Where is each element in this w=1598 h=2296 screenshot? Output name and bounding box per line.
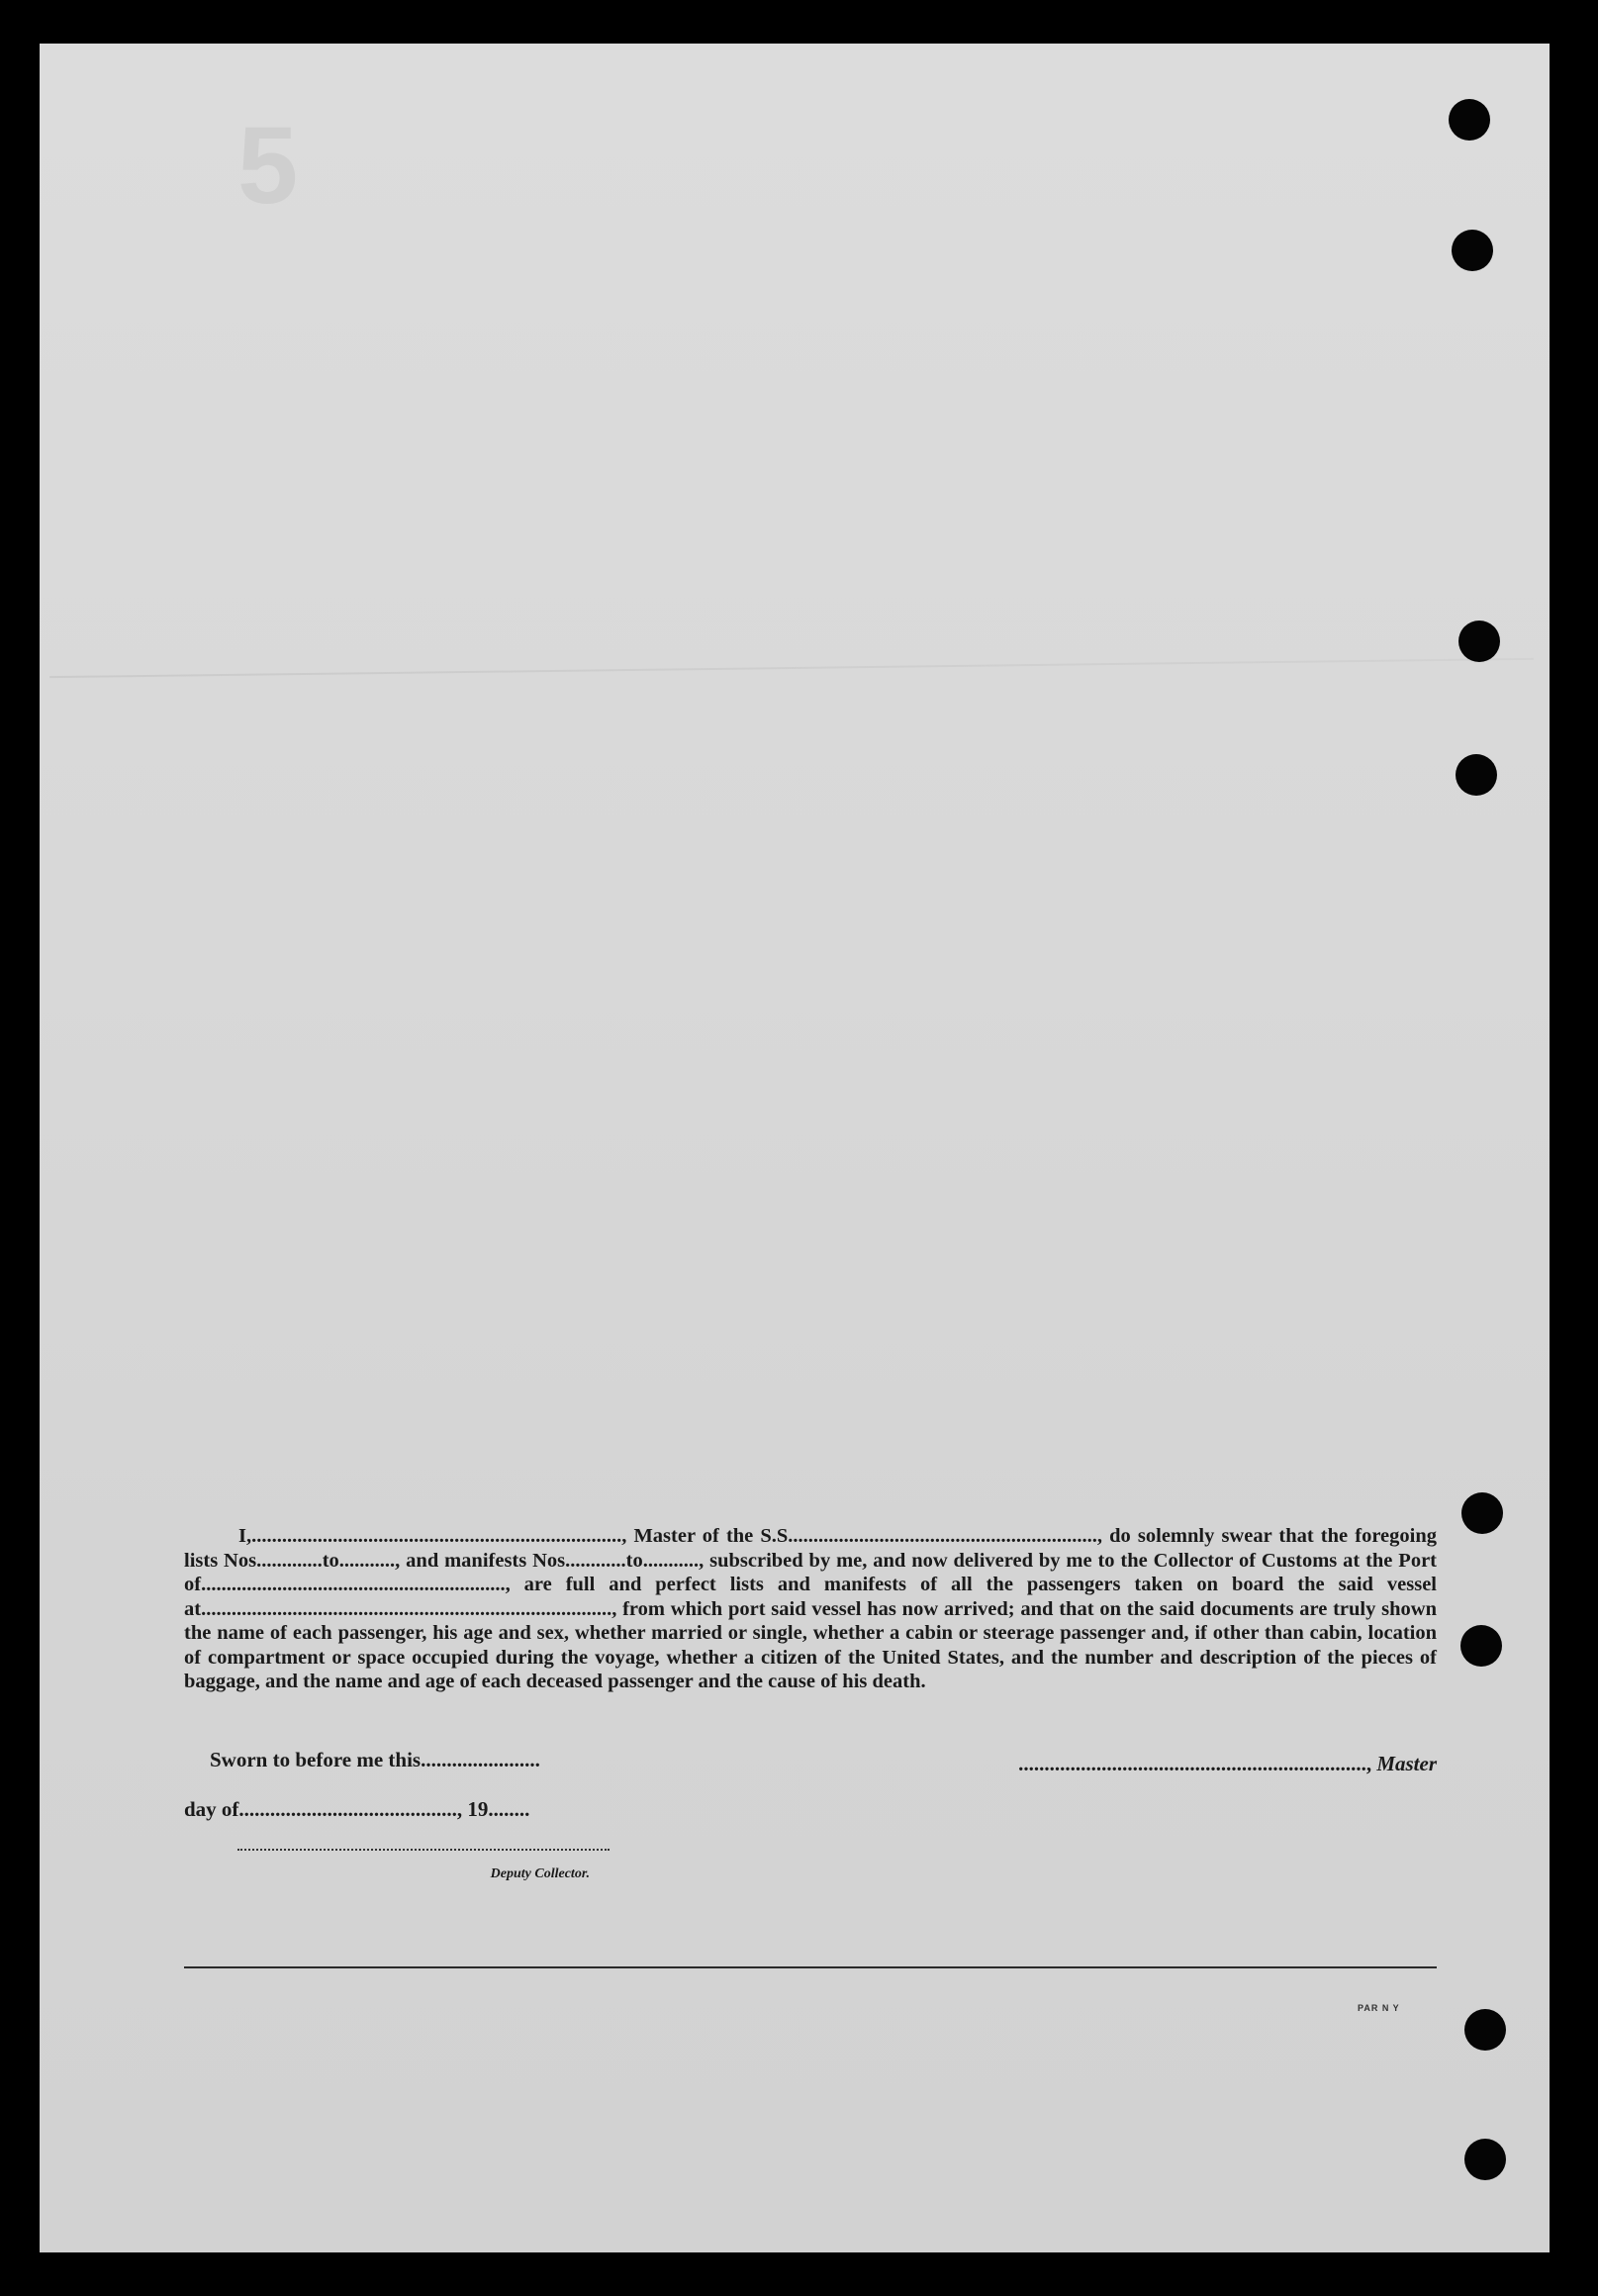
fold-crease: [49, 658, 1534, 678]
oath-text: I,........................................................................., Master of the S.S............................................................., do solemnly swear that the foregoing lists Nos.............to..........., and manifests Nos............to..........., subscribed by me, and now delivered by me to the Collector of Customs at the Port of............................................................, are full and perfect lists and manifests of all the passengers taken on board the said vessel at................................................................................., from which port said vessel has now arrived; and that on the said documents are truly shown the name of each passenger, his age and sex, whether married or single, whether a cabin or steerage passenger and, if other than cabin, location of compartment or space occupied during the voyage, whether a citizen of the United States, and the number and description of the pieces of baggage, and the name and age of each deceased passenger and the cause of his death.: [184, 1525, 1437, 1692]
punch-hole-5: [1461, 1492, 1503, 1534]
punch-hole-7: [1464, 2009, 1506, 2051]
punch-hole-6: [1460, 1625, 1502, 1667]
master-label: Master: [1376, 1752, 1437, 1775]
master-signature-line: [930, 1752, 1437, 1776]
deputy-collector-label: Deputy Collector.: [490, 1866, 590, 1881]
deputy-signature-line: [237, 1849, 610, 1851]
printer-mark: PAR N Y: [1358, 2003, 1400, 2013]
punch-hole-4: [1456, 754, 1497, 796]
sworn-before-line: Sworn to before me this.......................: [210, 1748, 540, 1771]
punch-hole-8: [1464, 2139, 1506, 2180]
master-oath-paragraph: [184, 1524, 1437, 1694]
page-number-mark: 5: [237, 105, 299, 227]
day-of-line: day of.........................................., 19........: [184, 1797, 530, 1821]
master-signature-dots: ...................................................................,: [1018, 1752, 1377, 1775]
punch-hole-1: [1449, 99, 1490, 141]
horizontal-rule: [184, 1966, 1437, 1968]
punch-hole-3: [1458, 621, 1500, 662]
document-page: [40, 44, 1550, 2252]
punch-hole-2: [1452, 230, 1493, 271]
